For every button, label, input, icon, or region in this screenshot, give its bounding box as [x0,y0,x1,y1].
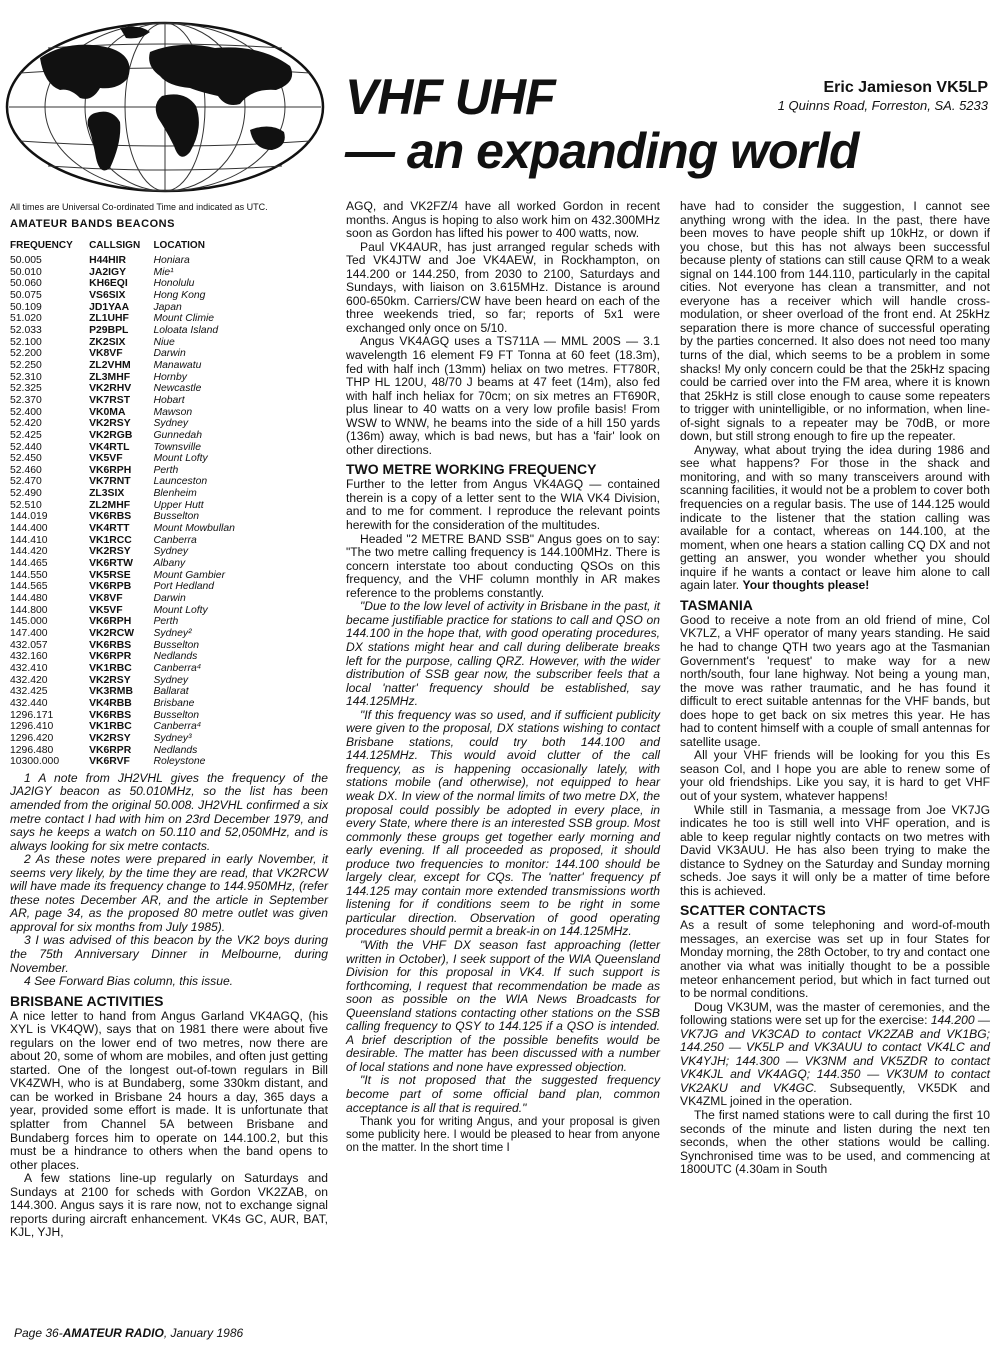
beacon-location: Mawson [153,406,193,418]
paragraph: A nice letter to hand from Angus Garland VK4AGQ, (his XYL is VK4QW), says that on 1981 there were about five regulars on the lower end of two metres, now there are about 20, some of whom are mobiles, and often just getting started. One of the longest out-of-town regulars in Bill VK4ZWH, who is at Bundaberg, some 330km distant, and can be worked in Brisbane 24 hours a day, 365 days a year, provided some effort is made. It is unfortunate that splatter from Channel 5A between Brisbane and Bundaberg forces him to operate on 144.100.2, but this must be a hindrance to others when the band opens to other places. [10,1008,328,1172]
beacon-row [10,278,256,290]
beacon-callsign: VK6RBS [89,511,132,523]
beacon-callsign: VK5VF [89,604,123,616]
beacon-location: Mount Gambier [153,569,226,581]
beacon-location: Gunnedah [153,429,202,441]
beacons-body [10,255,256,768]
beacon-location: Canberra [153,534,197,546]
beacon-frequency: 52.200 [10,348,42,360]
beacon-frequency: 432.440 [10,697,48,709]
beacon-row [10,698,256,710]
beacon-row [10,546,256,558]
beacon-frequency: 144.480 [10,593,48,605]
beacon-frequency: 52.425 [10,429,42,441]
closing-paragraph: Thank you for writing Angus, and your proposal is given some publicity here. I would be pleased to hear from anyone on the matter. In the short time I [346,1115,660,1155]
beacon-row [10,605,256,617]
footer-issue: , January 1986 [163,1326,244,1340]
beacon-frequency: 432.057 [10,639,48,651]
beacon-location: Launceston [153,476,208,488]
beacon-row [10,348,256,360]
quoted-paragraph: "With the VHF DX season fast approaching (letter written in October), I seek support of the WIA Queensland Division for this proposal in VK4. If such support is forthcoming, I request that recommendation be made as soon as possible on the WIA News Broadcasts for Queensland stations contacting other stations on the SSB calling frequency to QSY to 144.125 if a QSO is intended. A brief description of the possible benefits would be desirable. The matter has been discussed with a number of local stations and none have expressed objection. [346,937,660,1074]
beacon-callsign: VK2RSY [89,418,131,430]
beacons-header-location: LOCATION [153,240,205,251]
footnote: 1 A note from JH2VHL gives the frequency of the JA2IGY beacon as 50.010MHz, so the list has been amended from the original 50.008. JH2VHL confirmed a six metre contact I had with him on 23rd December 1979, and says he keeps a watch on 50.110 and 52,050MHz, and is always looking for six metre contacts. [10,770,328,853]
beacon-callsign: VK7RST [89,394,131,406]
beacon-row [10,453,256,465]
beacon-frequency: 52.490 [10,488,42,500]
beacons-header-callsign: CALLSIGN [89,240,141,251]
feedback-paragraph [680,444,990,593]
footnote: 2 As these notes were prepared in early November, it seems very likely, by the time they are read, that VK2RCW will have made its frequency change to 144.950MHz, (refer these notes December AR, and the article in September AR, page 34, as the proposed 80 metre outlet was given approval for six months from July 1985). [10,852,328,934]
beacon-frequency: 432.425 [10,686,48,698]
beacon-frequency: 52.310 [10,371,42,383]
beacon-frequency: 52.325 [10,383,42,395]
beacon-location: Loloata Island [153,324,219,336]
paragraph: AGQ, and VK2FZ/4 have all worked Gordon in recent months. Angus is hoping to also work him on 432.300MHz soon as Gordon has lifted his power to 400 watts, now. [346,199,660,241]
author-address: 1 Quinns Road, Forreston, SA. 5233 [777,98,988,113]
beacon-location: Japan [153,301,182,313]
beacons-header-frequency: FREQUENCY [10,240,73,251]
brisbane-activities-text [10,1010,328,1240]
paragraph: Good to receive a note from an old friend of mine, Col VK7LZ, a VHF operator of many years standing. He said he had to change QTH two years ago at the Tasmanian Government's 'request' to make way for a new north/south, four lane highway. Not being a young man, the move was rather traumatic, and he has found it difficult to erect suitable antennas for the VHF bands, but does hope to get back on six metres this year. He has had to content himself with a couple of small antennas for satellite usage. [680,612,990,749]
beacon-row [10,535,256,547]
beacon-callsign: VS6SIX [89,289,126,301]
beacon-frequency: 147.400 [10,628,48,639]
beacon-row [10,756,256,768]
beacon-location: Nedlands [153,744,198,756]
beacon-callsign: JA2IGY [89,266,127,278]
beacon-location: Hong Kong [153,289,206,301]
beacon-row [10,511,256,523]
beacon-callsign: VK4RTL [89,441,130,453]
title-line-2: — an expanding world [345,123,859,179]
beacon-row [10,710,256,722]
beacon-callsign: ZK2SIX [89,336,126,348]
footnote: 4 See Forward Bias column, this issue. [24,974,234,989]
beacon-row [10,593,256,605]
beacon-frequency: 144.400 [10,523,48,535]
beacon-callsign: VK6RPR [89,744,132,756]
title-line-1: VHF UHF [345,69,555,125]
tasmania-text [680,614,990,898]
beacon-row [10,465,256,477]
beacon-row [10,337,256,349]
beacon-location: Busselton [153,639,200,651]
beacon-location: Perth [153,464,179,476]
paragraph: have had to consider the suggestion, I cannot see anything wrong with the idea. In the past, there have been moves to have people shift up 10kHz, or down if you chose, but this has not always been successful because plenty of stations can still cause QRM to a weak signal on 144.100 from 144.110, particularly in the capital cities. Not everyone has clean a transmitter, and not everyone has a receiver which will handle cross-modulation, or sheer overload of the front end. At 25kHz separation there is more chance of successful operating by the parties concerned. It also does not need too many turns of the dial, which seems to be a problem in some shacks! My only concern could be that the 25kHz spacing could be carried over into the FM area, where it is known that 25kHz is still close enough to cause some repeaters to trigger with unintelligible, or no information, when line-of-sight signals to a repeater may be 70dB, or more down, but still strong enough to fire up the repeater. [680,199,990,444]
beacon-frequency: 50.005 [10,255,42,266]
beacon-location: Mount Climie [153,313,215,325]
beacon-location: Nedlands [153,651,198,663]
beacon-location: Canberra⁴ [153,662,202,674]
beacon-frequency: 50.010 [10,266,42,278]
beacon-frequency: 52.510 [10,499,42,511]
beacon-location: Sydney [153,674,189,686]
beacon-frequency: 52.100 [10,336,42,348]
beacon-location: Townsville [153,441,201,453]
beacon-frequency: 144.420 [10,546,48,558]
beacon-frequency: 1296.171 [10,709,54,721]
beacon-row [10,383,256,395]
beacon-location: Honiara [153,255,190,266]
beacon-location: Mount Lofty [153,453,208,465]
paragraph: Angus VK4AGQ uses a TS711A — MML 200S — 3.1 wavelength 16 element F9 FT Tonna at 60 feet (18.3m), fed with half inch (13mm) heliax on two metres. FT780R, THP HL 120U, 48/70 J beams at 47 feet (14m), also fed with half inch heliax for 70cm; on six metres an FT690R, plus linear to 40 watts on a very low profile basis! From WSW to WNW, he beams into the side of a hill 150 yards (136m) away, which is bad news, but has a 'fair' look on other directions. [346,334,660,457]
beacon-frequency: 144.550 [10,569,48,581]
beacon-callsign: VK2RGB [89,429,133,441]
beacon-location: Busselton [153,709,200,721]
page-footer [14,1326,243,1340]
beacon-callsign: VK6RBS [89,639,132,651]
beacon-location: Niue [153,336,175,348]
beacon-frequency: 144.410 [10,534,48,546]
beacon-location: Sydney² [153,628,192,639]
footer-page: Page 36- [14,1326,63,1340]
author-name: Eric Jamieson VK5LP [823,79,988,96]
beacon-location: Ballarat [153,686,189,698]
beacon-location: Busselton [153,511,200,523]
beacon-row [10,418,256,430]
feedback-callout: Your thoughts please! [742,578,870,593]
beacon-location: Honolulu [153,278,195,290]
utc-note: All times are Universal Co-ordinated Time and indicated as UTC. [10,202,268,212]
two-metre-quoted-letter [346,600,660,1115]
beacon-row [10,290,256,302]
beacon-row [10,395,256,407]
heading-brisbane-activities: BRISBANE ACTIVITIES [10,992,164,1009]
beacon-frequency: 10300.000 [10,756,60,768]
beacon-row [10,523,256,535]
beacon-row [10,255,256,267]
paragraph: While still in Tasmania, a message from Joe VK7JG indicates he too is still well into VHF operation, and is able to keep regular nightly contacts on two metres with David VK3AUU. He has also been trying to make the distance to Sydney on the Saturday and Sunday morning scheds. Joe says it will only be a matter of time before this is achieved. [680,802,990,898]
beacon-callsign: VK5RSE [89,569,131,581]
beacon-frequency: 1296.420 [10,732,54,744]
world-globe-illustration [0,18,330,196]
beacon-location: Sydney [153,418,189,430]
beacon-row [10,675,256,687]
beacon-location: Sydney [153,546,189,558]
author-byline [778,78,988,114]
beacon-location: Port Hedland [153,581,215,593]
quoted-paragraph: "It is not proposed that the suggested frequency become part of some official band plan, common acceptance is all that is required." [346,1073,660,1115]
beacon-callsign: VK3RMB [89,686,133,698]
beacon-frequency: 144.800 [10,604,48,616]
beacon-location: Roleystone [153,756,206,768]
beacon-callsign: VK6RPH [89,616,132,628]
quoted-paragraph: "Due to the low level of activity in Brisbane in the past, it became justifiable practice for stations to call and QSO on 144.100 in the hope that, with good operating procedures, DX stations might hear and call during deliberate breaks left for the purpose, calling QRZ. However, with the wider distribution of SSB gear now, the subscriber feels that a local 'natter' frequency should be established, say 144.125MHz. [346,599,660,709]
beacon-frequency: 52.440 [10,441,42,453]
beacon-callsign: VK7RNT [89,476,131,488]
beacon-callsign: VK4RTT [89,523,130,535]
beacon-callsign: VK8VF [89,593,123,605]
beacon-row [10,616,256,628]
beacon-callsign: VK2RCW [89,628,135,639]
beacon-location: Canberra⁴ [153,721,202,733]
beacon-frequency: 1296.480 [10,744,54,756]
beacon-callsign: VK5VF [89,453,123,465]
paragraph: Further to the letter from Angus VK4AGQ — contained therein is a copy of a letter sent to the WIA VK4 Division, and to me for comment. I reproduce the relevant points herewith for the consideration of the multitudes. [346,477,660,533]
beacon-row [10,721,256,733]
beacon-frequency: 1296.410 [10,721,54,733]
beacon-frequency: 52.470 [10,476,42,488]
beacon-location: Sydney³ [153,732,192,744]
paragraph: All your VHF friends will be looking for you this Es season Col, and I hope you are able to renew some of your old friendships. Like you say, it is hard to get VHF out of your system, whatever happens! [680,748,990,803]
scatter-paragraph-3: The first named stations were to call during the first 10 seconds of the minute and listen during the next ten seconds, when the other stations would be calling. Synchronised time was to be used, and commencing at 1800UTC (4.30am in South [680,1108,990,1177]
beacon-frequency: 145.000 [10,616,48,628]
beacons-table [10,240,256,768]
beacon-callsign: ZL2MHF [89,499,131,511]
paragraph: A few stations line-up regularly on Saturdays and Sundays at 2100 for scheds with Gordon VK2ZAB, on 144.300. Angus says it is rare now, not to exchange signal reports during aircraft enhancement. VK4s GC, AUR, BAT, KJL, YJH, [10,1171,328,1240]
beacon-callsign: P29BPL [89,324,129,336]
column-2 [346,200,660,1154]
beacon-callsign: VK2RHV [89,383,132,395]
column-1 [10,200,328,1240]
beacon-row [10,267,256,279]
beacon-row [10,476,256,488]
beacon-callsign: H44HIR [89,255,127,266]
scatter-p2-lead: Doug VK3UM, was the master of ceremonies, and the following stations were set up for the exercise: [680,999,990,1028]
column-3-intro-text [680,200,990,444]
beacon-callsign: ZL3SIX [89,488,125,500]
beacon-frequency: 52.450 [10,453,42,465]
beacon-location: Mie¹ [153,266,174,278]
beacon-frequency: 51.020 [10,313,42,325]
scatter-p2-schedule: 144.200 — VK7JG and VK3CAD to contact VK2ZAB and VK1BG; 144.250 — VK5LP and VK3AUU to contact VK4LC and VK4YJH; 144.300 — VK3NM and VK5ZDR to contact VK4KJL and VK4AGQ; 144.350 — VK3UM to contact VK2AKU and VK4GC. [680,1013,991,1095]
beacon-row [10,640,256,652]
beacon-callsign: VK6RTW [89,558,133,570]
column-3 [680,200,990,1177]
beacon-callsign: VK4RBB [89,697,132,709]
beacon-row [10,570,256,582]
beacon-callsign: VK6RPH [89,464,132,476]
beacons-title: AMATEUR BANDS BEACONS [10,218,175,230]
beacon-callsign: VK6RPR [89,651,132,663]
beacon-frequency: 52.370 [10,394,42,406]
beacon-callsign: VK6RPB [89,581,132,593]
beacon-callsign: VK8VF [89,348,123,360]
heading-scatter-contacts: SCATTER CONTACTS [680,902,826,919]
beacon-callsign: VK2RSY [89,546,131,558]
beacon-frequency: 50.109 [10,301,42,313]
beacon-row [10,733,256,745]
beacon-callsign: ZL2VHM [89,359,131,371]
paragraph: Paul VK4AUR, has just arranged regular scheds with Ted VK4JTW and Joe VK4AEW, in Rockhampton, on 144.200 or 144.250, from 2030 to 2100, Saturdays and Sundays, with liaison on 3.615MHz. Distance is around 600-650km. Carriers/CW have been heard on each of the three weekends tried, so far; reports of 5x1 were exchanged only once on 5/10. [346,239,660,335]
beacon-row [10,313,256,325]
beacon-location: Albany [153,558,186,570]
beacon-frequency: 432.410 [10,662,48,674]
beacon-frequency: 144.019 [10,511,48,523]
beacon-callsign: VK2RSY [89,674,131,686]
beacon-frequency: 52.033 [10,324,42,336]
beacon-location: Darwin [153,593,186,605]
footnote: 3 I was advised of this beacon by the VK2 boys during the 75th Anniversary Dinner in Melbourne, during November. [10,933,328,975]
beacon-callsign: ZL3MHF [89,371,131,383]
scatter-paragraph-2 [680,1001,990,1109]
beacon-callsign: VK1RCC [89,534,132,546]
beacon-location: Mount Lofty [153,604,208,616]
beacons-header-row [10,240,256,255]
beacon-frequency: 144.565 [10,581,48,593]
beacon-location: Mount Mowbullan [153,523,235,535]
beacon-callsign: VK6RBS [89,709,132,721]
beacon-frequency: 432.420 [10,674,48,686]
beacon-row [10,745,256,757]
beacon-callsign: VK2RSY [89,732,131,744]
beacon-callsign: ZL1UHF [89,313,129,325]
beacon-row [10,442,256,454]
beacon-row [10,360,256,372]
feedback-text: Anyway, what about trying the idea during 1986 and see what happens? For those in the shack and monitoring, and with so many transceivers around with scanning facilities, it would not be a problem to cover both frequencies on a regular basis. The use of 144.125 would indicate to the listener that the station calling was available for a contact, whereas on 144.100, at the moment, when one hears a station calling CQ DX and not getting an answer, you wonder whether you should inquire if he wants a contact or leave him alone to call again later. [680,442,990,593]
beacon-location: Brisbane [153,697,195,709]
beacon-callsign: KH6EQI [89,278,128,290]
beacon-row [10,302,256,314]
beacon-row [10,686,256,698]
scatter-paragraph-1: As a result of some telephoning and word-of-mouth messages, an exercise was set up in four States for Monday morning, the 28th October, to try and contact one another via what was initially thought to be a possible meteor enhancement period, but which in fact turned out to be normal conditions. [680,918,990,1001]
paragraph: Headed "2 METRE BAND SSB" Angus goes on to say: "The two metre calling frequency is 144.100MHz. There is concern interstate too about conducting QSOs on this frequency, and the VHF column monthly in AR makes reference to the problems constantly. [346,531,660,600]
beacon-location: Manawatu [153,359,202,371]
beacon-callsign: JD1YAA [89,301,130,313]
beacon-frequency: 144.465 [10,558,48,570]
beacon-frequency: 52.250 [10,359,42,371]
beacon-row [10,558,256,570]
beacon-row [10,372,256,384]
two-metre-text [346,478,660,600]
beacon-callsign: VK1RBC [89,721,132,733]
beacon-location: Darwin [153,348,186,360]
beacon-location: Upper Hutt [153,499,204,511]
quoted-paragraph: "If this frequency was so used, and if sufficient publicity were given to the proposal, DX stations wishing to contact Brisbane stations, could try both 144.100 and 144.125MHz. This would avoid clutter of the call frequency, as is happening occasionally lately, with stations mobile (and otherwise), not equipped to hear weak DX. In view of the normal limits of two metre DX, the proposal could possibly be adopted in every place, in every State, where there is an interested SSB group. Most commonly these groups get together early morning and early evening. If all proceeded as proposed, it should produce two frequencies to monitor: 144.100 should be largely clear, except for CQs. The 'natter' frequency pf 144.125 may contain more extended transmissions worth listening for if conditions seem to be right in some particular direction. Observation of good operating procedures should permit a break-in on 144.125MHz. [346,707,660,939]
beacon-frequency: 50.060 [10,278,42,290]
beacon-location: Blenheim [153,488,197,500]
beacon-row [10,581,256,593]
beacon-location: Perth [153,616,179,628]
beacon-row [10,488,256,500]
beacon-footnotes [10,772,328,989]
beacon-frequency: 52.400 [10,406,42,418]
beacon-callsign: VK6RVF [89,756,130,768]
beacon-row [10,500,256,512]
beacon-row [10,663,256,675]
column-2-intro-text [346,200,660,457]
footer-publication: AMATEUR RADIO [62,1326,164,1340]
beacon-row [10,651,256,663]
heading-two-metre-working-frequency: TWO METRE WORKING FREQUENCY [346,461,597,478]
beacon-frequency: 432.160 [10,651,48,663]
beacon-callsign: VK0MA [89,406,126,418]
heading-tasmania: TASMANIA [680,596,753,613]
beacon-frequency: 52.420 [10,418,42,430]
scatter-p2-tail: Subsequently, VK5DK and VK4ZML joined in the operation. [680,1080,990,1109]
beacon-frequency: 52.460 [10,464,42,476]
beacon-row [10,325,256,337]
beacon-callsign: VK1RBC [89,662,132,674]
beacon-location: Newcastle [153,383,202,395]
beacon-row [10,407,256,419]
beacon-row [10,430,256,442]
beacon-location: Hornby [153,371,187,383]
beacon-frequency: 50.075 [10,289,42,301]
beacon-row [10,628,256,640]
beacon-location: Hobart [153,394,185,406]
